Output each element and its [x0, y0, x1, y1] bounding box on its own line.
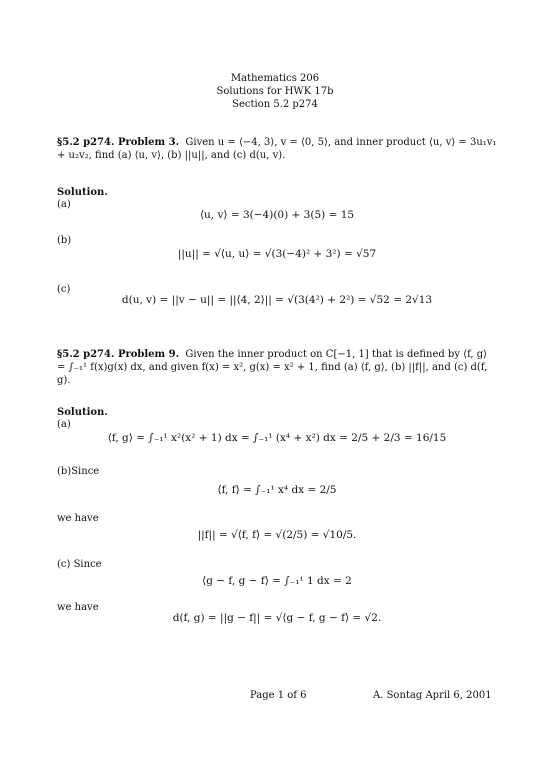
document-title: Solutions for HWK 17b: [216, 86, 334, 97]
problem-9-equation-c1: ⟨g − f, g − f⟩ = ∫₋₁¹ 1 dx = 2: [202, 575, 352, 587]
problem-9-solution-label: Solution.: [57, 407, 108, 418]
problem-9-equation-a: ⟨f, g⟩ = ∫₋₁¹ x²(x² + 1) dx = ∫₋₁¹ (x⁴ + x²) dx = 2/5 + 2/3 = 16/15: [107, 432, 447, 444]
author-date: A. Sontag April 6, 2001: [373, 690, 492, 701]
problem-3-equation-c: d(u, v) = ||v − u|| = ||⟨4, 2⟩|| = √(3(4²) + 2²) = √52 = 2√13: [121, 294, 433, 306]
problem-9-heading: §5.2 p274. Problem 9.: [57, 349, 180, 360]
problem-9-part-b-label: (b)Since: [57, 466, 100, 477]
problem-3-solution-label: Solution.: [57, 187, 108, 198]
problem-9-statement: [57, 348, 497, 387]
problem-9-text: Given the inner product on C[−1, 1] that is defined by ⟨f, g⟩ = ∫₋₁¹ f(x)g(x) dx, and given f(x) = x², g(x) = x² + 1, find (a) ⟨f, g⟩, (b) ||f||, and (c) d(f, g).: [57, 349, 488, 386]
problem-9-part-c-label: (c) Since: [57, 559, 102, 570]
problem-3-part-a-label: (a): [57, 199, 71, 210]
document-header: [0, 72, 550, 111]
problem-3-statement: [57, 136, 497, 162]
problem-3-part-c-label: (c): [57, 284, 71, 295]
page-number: Page 1 of 6: [250, 690, 307, 701]
problem-3-heading: §5.2 p274. Problem 3.: [57, 137, 180, 148]
problem-3-equation-b: ||u|| = √⟨u, u⟩ = √(3(−4)² + 3²) = √57: [177, 248, 377, 260]
problem-9-equation-b1: ⟨f, f⟩ = ∫₋₁¹ x⁴ dx = 2/5: [217, 484, 337, 496]
problem-9-we-have-1: we have: [57, 513, 99, 524]
problem-9-we-have-2: we have: [57, 602, 99, 613]
problem-3-equation-a: ⟨u, v⟩ = 3(−4)(0) + 3(5) = 15: [199, 209, 355, 221]
problem-9-part-a-label: (a): [57, 419, 71, 430]
course-name: Mathematics 206: [230, 73, 320, 84]
problem-3-text: Given u = ⟨−4, 3⟩, v = ⟨0, 5⟩, and inner product ⟨u, v⟩ = 3u₁v₁ + u₂v₂, find (a) ⟨u, v⟩, (b) ||u||, and (c) d(u, v).: [57, 137, 497, 161]
section-title: Section 5.2 p274: [232, 99, 318, 110]
problem-3-part-b-label: (b): [57, 235, 72, 246]
problem-9-equation-b2: ||f|| = √⟨f, f⟩ = √(2/5) = √10/5.: [197, 529, 357, 541]
problem-9-equation-c2: d(f, g) = ||g − f|| = √⟨g − f, g − f⟩ = √2.: [172, 612, 382, 624]
